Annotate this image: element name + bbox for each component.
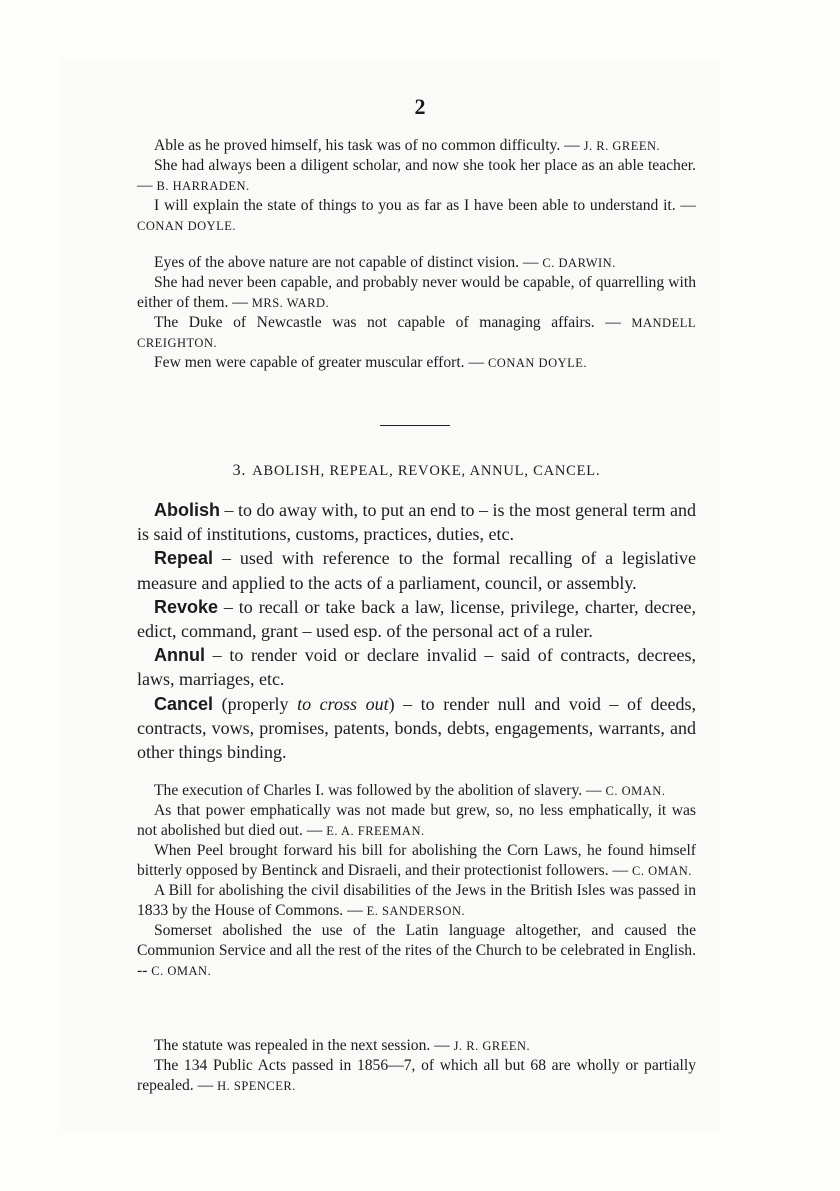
quote-author: CONAN DOYLE. xyxy=(487,356,588,370)
quote-author: E. SANDERSON. xyxy=(366,904,466,918)
quote: Able as he proved himself, his task was of no common difficulty. — J. R. GREEN. xyxy=(154,137,661,154)
quote: Somerset abolished the use of the Latin language altogether, and caused the Communion Service and all the rest of the rites of the Church to be celebrated in English. -- C. OMAN. xyxy=(137,922,696,979)
quote: As that power emphatically was not made but grew, so, no less emphatically, it was not abolished but died out. — E. A. FREEMAN. xyxy=(137,802,696,839)
quote-author: C. DARWIN. xyxy=(542,256,616,270)
quote-author: J. R. GREEN. xyxy=(583,139,661,153)
quote: I will explain the state of things to you as far as I have been able to understand it. — CONAN DOYLE. xyxy=(137,197,696,233)
term: Cancel xyxy=(154,693,214,714)
definition-annul: Annul – to render void or declare invalid – said of contracts, decrees, laws, marriages, etc. xyxy=(137,645,696,690)
quote-author: MRS. WARD. xyxy=(251,296,330,310)
quote-author: C. OMAN. xyxy=(605,784,666,798)
quotes-repeal xyxy=(137,1036,696,1096)
quote: The Duke of Newcastle was not capable of managing affairs. — MANDELL CREIGHTON. xyxy=(137,314,696,350)
definition-repeal: Repeal – used with reference to the formal recalling of a legislative measure and applied to the acts of a parliament, council, or assembly. xyxy=(137,548,696,593)
quote: A Bill for abolishing the civil disabilities of the Jews in the British Isles was passed in 1833 by the House of Commons. — E. SANDERSON. xyxy=(137,882,696,919)
quote-author: C. OMAN. xyxy=(632,864,692,878)
quote-author: C. OMAN. xyxy=(151,964,212,978)
quote: When Peel brought forward his bill for abolishing the Corn Laws, he found himself bitterly opposed by Bentinck and Disraeli, and their protectionist followers. — C. OMAN. xyxy=(137,842,696,879)
definition-abolish: Abolish – to do away with, to put an end to – is the most general term and is said of institutions, customs, practices, duties, etc. xyxy=(137,500,696,545)
definition-cancel: Cancel (properly to cross out) – to render null and void – of deeds, contracts, vows, promises, patents, bonds, debts, engagements, warrants, and other things binding. xyxy=(137,693,697,763)
quote-author: MANDELL CREIGHTON. xyxy=(137,316,696,350)
quote-author: E. A. FREEMAN. xyxy=(326,824,425,838)
quotes-abolish xyxy=(137,781,696,981)
section-title: ABOLISH, REPEAL, REVOKE, ANNUL, CANCEL. xyxy=(252,463,601,479)
quote-author: H. SPENCER. xyxy=(217,1079,296,1093)
page-number: 2 xyxy=(414,94,426,119)
term: Abolish xyxy=(154,500,220,520)
definitions xyxy=(137,498,696,764)
quote-author: B. HARRADEN. xyxy=(156,179,250,193)
quote: She had always been a diligent scholar, and now she took her place as an able teacher. — B. HARRADEN. xyxy=(137,157,696,194)
quote-author: CONAN DOYLE. xyxy=(137,219,237,233)
quotes-able-capable xyxy=(137,136,696,373)
term: Annul xyxy=(154,645,205,666)
quote: Few men were capable of greater muscular effort. — CONAN DOYLE. xyxy=(154,354,588,371)
quote: The execution of Charles I. was followed by the abolition of slavery. — C. OMAN. xyxy=(154,782,666,799)
section-number: 3. xyxy=(232,462,247,479)
term: Revoke xyxy=(154,596,219,617)
section-divider xyxy=(380,425,450,426)
section-heading xyxy=(137,462,696,480)
quote: She had never been capable, and probably never would be capable, of quarrelling with either of them. — MRS. WARD. xyxy=(137,274,696,311)
quote: The statute was repealed in the next session. — J. R. GREEN. xyxy=(154,1037,531,1054)
quote: The 134 Public Acts passed in 1856—7, of which all but 68 are wholly or partially repealed. — H. SPENCER. xyxy=(137,1057,696,1094)
term: Repeal xyxy=(154,548,214,569)
quote: Eyes of the above nature are not capable of distinct vision. — C. DARWIN. xyxy=(154,254,616,271)
quote-author: J. R. GREEN. xyxy=(453,1039,531,1053)
definition-revoke: Revoke – to recall or take back a law, license, privilege, charter, decree, edict, command, grant – used esp. of the personal act of a ruler. xyxy=(137,596,696,642)
